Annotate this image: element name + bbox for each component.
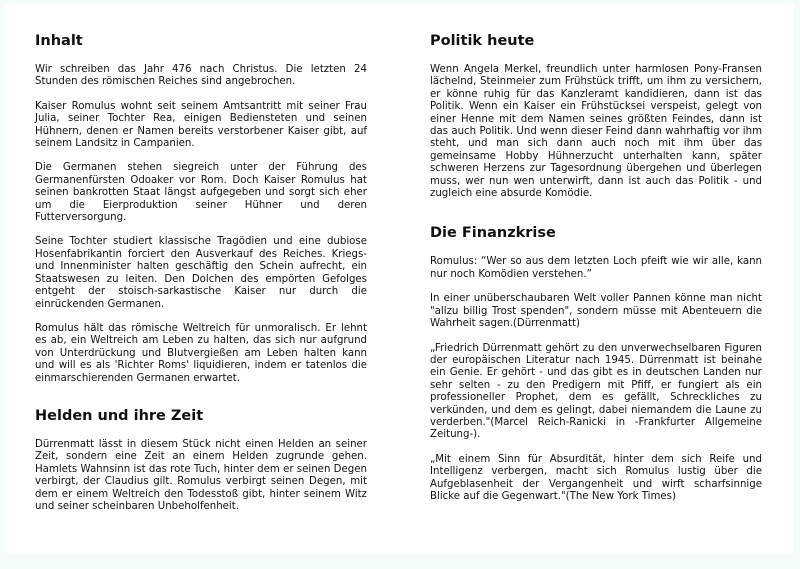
- paragraph: Kaiser Romulus wohnt seit seinem Amtsantritt mit seiner Frau Julia, seiner Tochter Rea, einigen Bediensteten und seinen Hühnern, denen er Namen bereits verstorbener Kaiser gibt, auf seinem Landsitz in Campanien.: [35, 100, 367, 150]
- paragraph: In einer unüberschaubaren Welt voller Pannen könne man nicht "allzu billig Trost spenden", sondern müsse mit Abenteuern die Wahrheit sagen.(Dürrenmatt): [430, 293, 762, 330]
- paragraph: „Mit einem Sinn für Absurdität, hinter dem sich Reife und Intelligenz verbergen, macht sich Romulus lustig über die Aufgeblasenheit der Vergangenheit und wirft scharfsinnige Blicke auf die Gegenwart."(The New York Times): [430, 453, 762, 502]
- heading-politik: Politik heute: [430, 33, 535, 49]
- left-column: [35, 5, 367, 525]
- paragraph: Wir schreiben das Jahr 476 nach Christus. Die letzten 24 Stunden des römischen Reiches sind angebrochen.: [35, 64, 367, 88]
- heading-finanzkrise: Die Finanzkrise: [430, 225, 556, 242]
- paragraph: Die Germanen stehen siegreich unter der Führung des Germanenfürsten Odoaker vor Rom. Doch Kaiser Romulus hat seinen bankrotten Staat längst aufgegeben und sorgt sich eher um die Eierproduktion seiner Hühner und deren Futterversorgung.: [35, 162, 367, 224]
- paragraph: „Friedrich Dürrenmatt gehört zu den unverwechselbaren Figuren der europäischen Literatur nach 1945. Dürrenmatt ist beinahe ein Genie. Er gehört - und das gibt es in deutschen Landen nur sehr selten - zu den Predigern mit Pfiff, er fungiert als ein professioneller Prophet, dem es gefällt, Schreckliches zu verkünden, und dem es gelingt, dabei niemandem die Laune zu verderben."(Marcel Reich-Ranicki in -Frankfurter Allgemeine Zeitung-).: [430, 342, 762, 441]
- heading-inhalt: Inhalt: [35, 33, 83, 49]
- document-page: [5, 5, 794, 553]
- heading-helden: Helden und ihre Zeit: [35, 407, 204, 424]
- paragraph: Romulus: “Wer so aus dem letzten Loch pfeift wie wir alle, kann nur noch Komödien verstehen.”: [430, 256, 762, 280]
- paragraph: Seine Tochter studiert klassische Tragödien und eine dubiose Hosenfabrikantin forciert den Ausverkauf des Reiches. Kriegs- und Innenminister halten geschäftig den Schein aufrecht, ein Staatswesen zu leiten. Den Dolchen des empörten Gefolges entgeht der stoisch-sarkastische Kaiser nur durch die einrückenden Germanen.: [35, 236, 367, 310]
- paragraph: Dürrenmatt lässt in diesem Stück nicht einen Helden an seiner Zeit, sondern eine Zeit an einem Helden zugrunde gehen. Hamlets Wahnsinn ist das rote Tuch, hinter dem er seinen Degen verbirgt, der Claudius gilt. Romulus verbirgt seinen Degen, mit dem er einem Weltreich den Todesstoß gibt, hinter seinem Witz und seiner scheinbaren Unbeholfenheit.: [35, 438, 367, 512]
- right-column: [430, 5, 762, 515]
- paragraph: Wenn Angela Merkel, freundlich unter harmlosen Pony-Fransen lächelnd, Steinmeier zum Frühstück trifft, um ihm zu versichern, er könne ruhig für das Kanzleramt kandidieren, dann ist das Politik. Wenn ein Kaiser ein Frühstücksei verspeist, gelegt von einer Henne mit dem Namen seines größten Feindes, dann ist das auch Politik. Und wenn dieser Feind dann wahrhaftig vor ihm steht, und man sich dann auch noch mit ihm über das gemeinsame Hobby Hühnerzucht unterhalten kann, später schweren Herzens zur Tagesordnung übergehen und überlegen muss, wer nun wen unterwirft, dann ist auch das Politik - und zugleich eine absurde Komödie.: [430, 64, 762, 200]
- paragraph: Romulus hält das römische Weltreich für unmoralisch. Er lehnt es ab, ein Weltreich am Leben zu halten, das sich nur aufgrund von Unterdrückung und Blutvergießen am Leben halten kann und will es als 'Richter Roms' liquidieren, indem er tatenlos die einmarschierenden Germanen erwartet.: [35, 322, 367, 384]
